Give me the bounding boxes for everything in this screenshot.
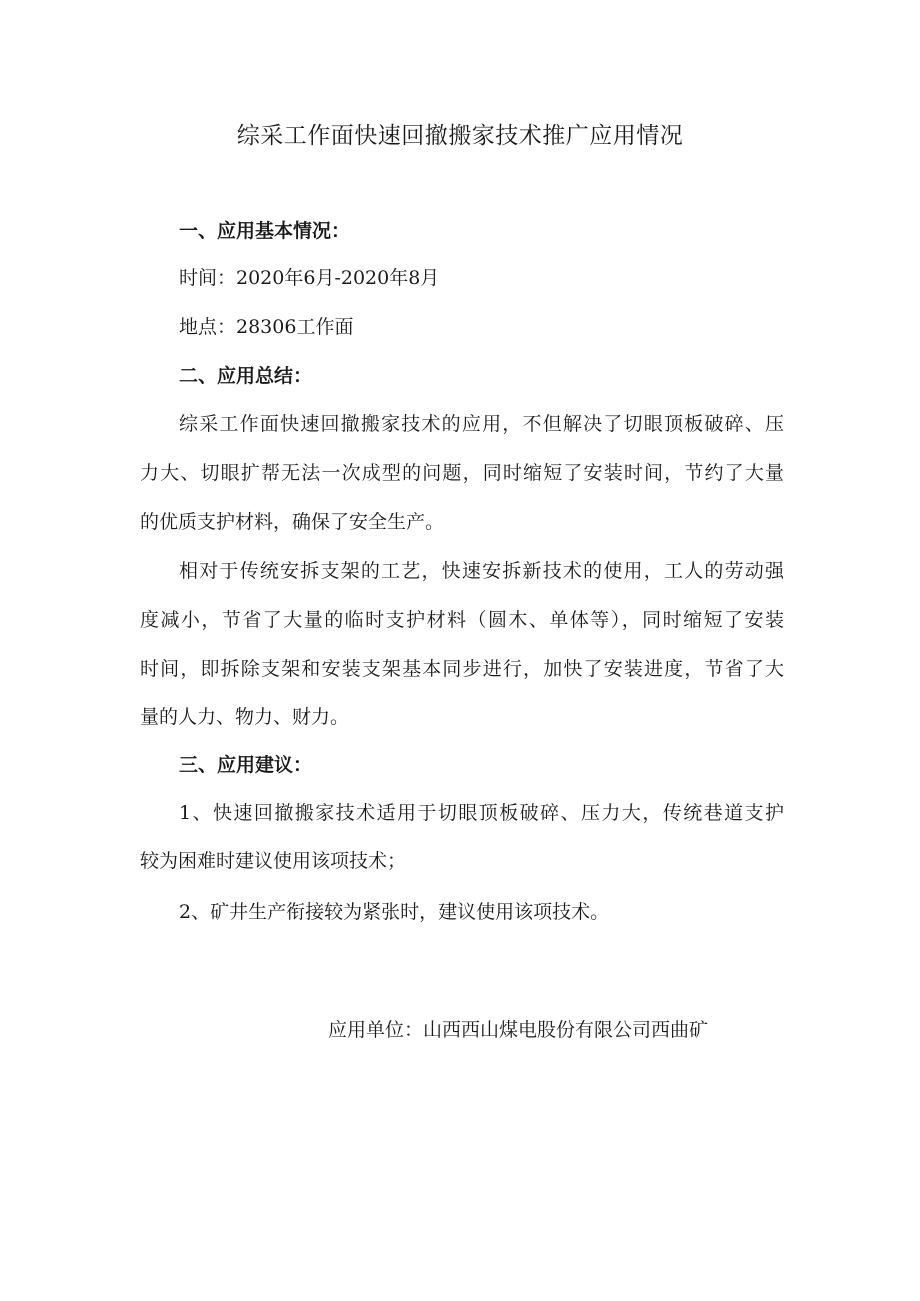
summary-para1-line3: 的优质支护材料，确保了安全生产。 — [140, 511, 445, 533]
summary-para2-line1: 相对于传统安拆支架的工艺，快速安拆新技术的使用，工人的劳动强 — [179, 560, 784, 582]
summary-para1-line2: 力大、切眼扩帮无法一次成型的问题，同时缩短了安装时间，节约了大量 — [140, 462, 784, 484]
section3-heading: 三、应用建议： — [179, 754, 313, 776]
application-time: 时间：2020年6月-2020年8月 — [179, 267, 440, 289]
section1-heading: 一、应用基本情况： — [179, 220, 351, 242]
summary-para2-line3: 时间，即拆除支架和安装支架基本同步进行，加快了安装进度，节省了大 — [140, 658, 784, 680]
summary-para2-line2: 度减小，节省了大量的临时支护材料（圆木、单体等），同时缩短了安装 — [140, 609, 784, 631]
section2-heading: 二、应用总结： — [179, 365, 313, 387]
suggestion-item1-line1: 1、快速回撤搬家技术适用于切眼顶板破碎、压力大，传统巷道支护 — [179, 802, 784, 824]
summary-para1-line1: 综采工作面快速回撤搬家技术的应用，不但解决了切眼顶板破碎、压 — [179, 413, 784, 435]
summary-para2-line4: 量的人力、物力、财力。 — [140, 706, 350, 728]
application-location: 地点：28306工作面 — [179, 316, 354, 338]
application-unit: 应用单位：山西西山煤电股份有限公司西曲矿 — [328, 1019, 709, 1041]
suggestion-item1-line2: 较为困难时建议使用该项技术； — [140, 850, 407, 872]
document-title: 综采工作面快速回撤搬家技术推广应用情况 — [236, 123, 684, 149]
suggestion-item2: 2、矿井生产衔接较为紧张时，建议使用该项技术。 — [179, 901, 610, 923]
